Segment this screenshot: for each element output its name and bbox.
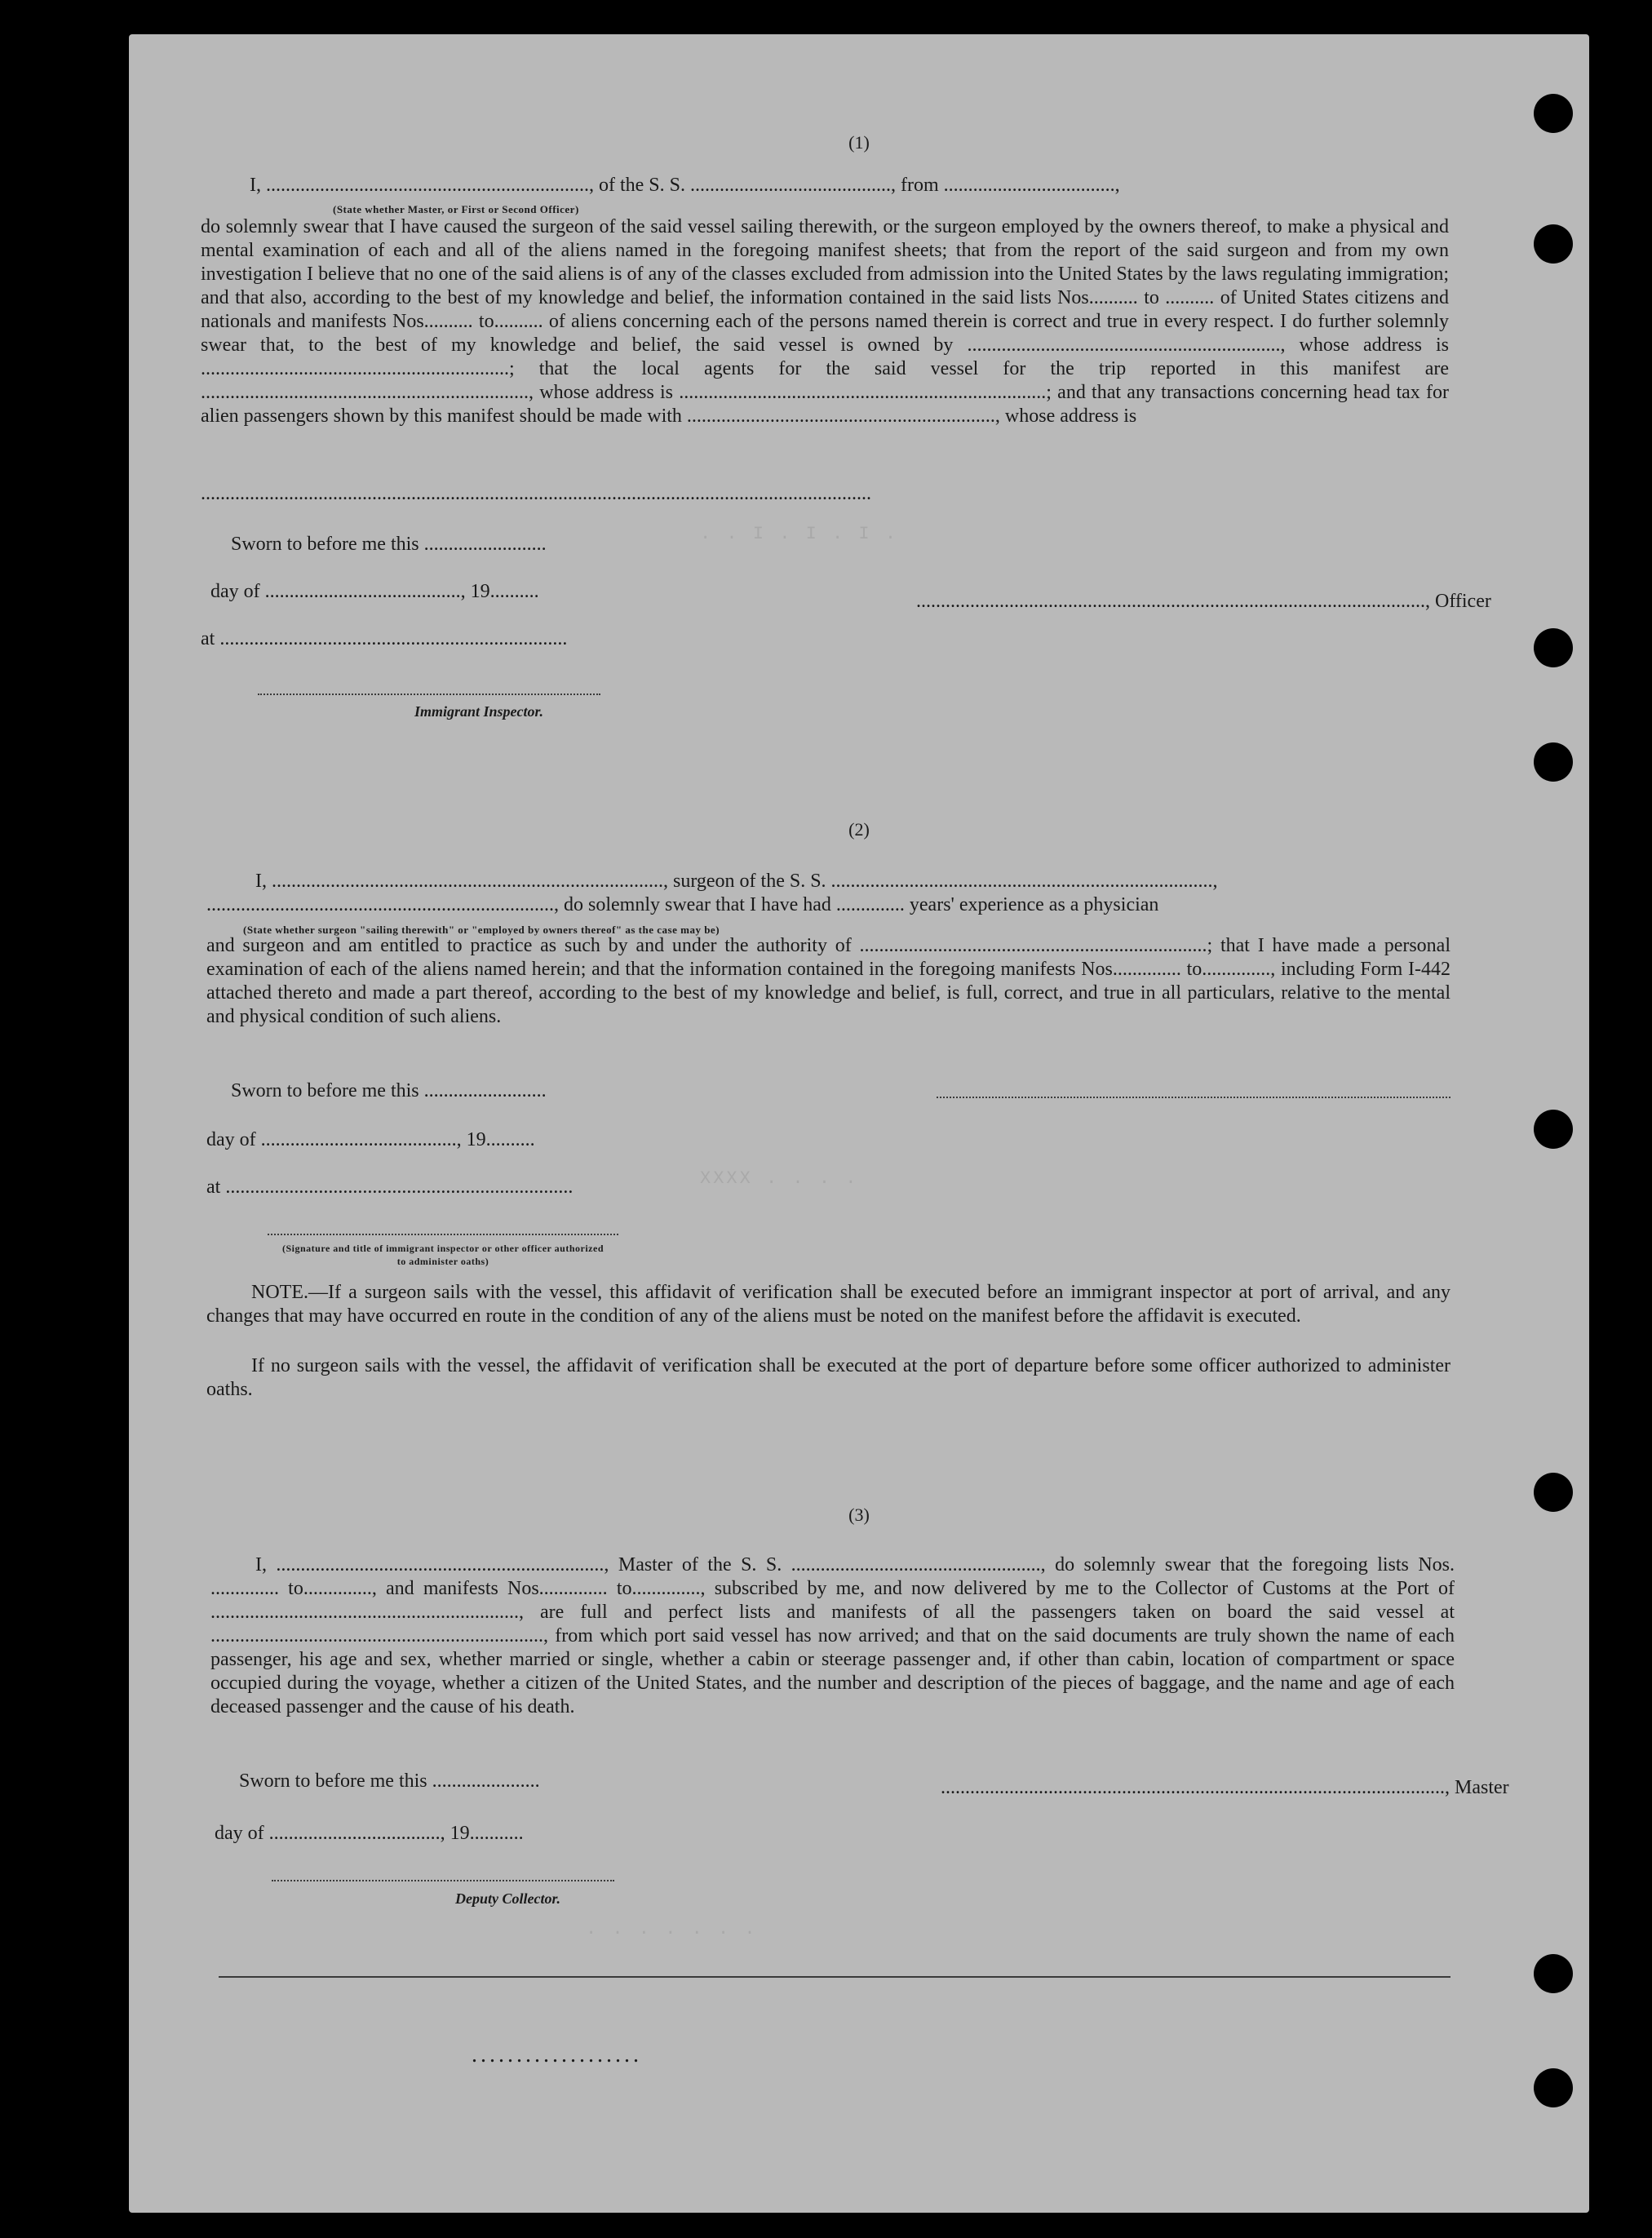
bleed-through-text: . . I . I . I . (700, 524, 899, 544)
bleed-through-text: XXXX . . . . (700, 1168, 859, 1189)
binder-hole (1534, 1473, 1573, 1512)
section-1-number: (1) (848, 132, 870, 153)
binder-hole (1534, 224, 1573, 264)
section-3-oath-paragraph: I, ..................................................................., Master of the S. S. ..................................................., do solemnly swear that the foregoing lists Nos. .............. to.............., and manifests Nos.............. to.............., subscribed by me, and now delivered by me to the Collector of Customs at the Port of ..............................................................., are full and perfect lists and manifests of all the passengers taken on board the said vessel at ...................................................................., from which port said vessel has now arrived; and that on the said documents are truly shown the name of each passenger, his age and sex, whether married or single, whether a cabin or steerage passenger and, if other than cabin, location of compartment or space occupied during the voyage, whether a citizen of the United States, and the number and description of the pieces of baggage, and the name and age of each deceased passenger and the cause of his death. (210, 1554, 1455, 1717)
section-1-officer-subcaption: (State whether Master, or First or Second Officer) (333, 203, 579, 215)
section-2-state-subcaption: (State whether surgeon "sailing therewith" or "employed by owners thereof" as the case may be) (243, 924, 720, 936)
section-1-officer-signature-line: ........................................................................................................, Officer (916, 591, 1491, 612)
section-3-sworn-line: Sworn to before me this ...................... (239, 1770, 540, 1792)
bottom-dotted-line: ................... (472, 2042, 642, 2067)
binder-hole (1534, 94, 1573, 133)
section-2-surgeon-line: I, ................................................................................, surgeon of the S. S. .............................................................................., (255, 871, 1218, 892)
section-2-signature-rule (937, 1097, 1450, 1098)
page-bottom-rule (219, 1976, 1450, 1978)
binder-hole (1534, 1110, 1573, 1149)
bleed-through-text: . . . . . . . (586, 1919, 758, 1939)
document-page (129, 34, 1589, 2213)
section-1-sworn-line: Sworn to before me this ......................... (231, 534, 547, 555)
section-2-note-2: If no surgeon sails with the vessel, the affidavit of verification shall be executed at the port of departure before some officer authorized to administer oaths. (206, 1355, 1450, 1400)
section-1-day-line: day of ........................................, 19.......... (210, 581, 539, 602)
section-2-note-1: NOTE.—If a surgeon sails with the vessel, this affidavit of verification shall be executed before an immigrant inspector at port of arrival, and any changes that may have occurred en route in the condition of any of the aliens must be noted on the manifest before the affidavit is executed. (206, 1282, 1450, 1327)
section-2-day-line: day of ........................................, 19.......... (206, 1129, 535, 1150)
section-3-collector-label: Deputy Collector. (455, 1890, 560, 1907)
section-2-state-line: ......................................................................., do solemnly swear that I have had .............. years' experience as a physician (206, 894, 1159, 915)
binder-hole (1534, 2068, 1573, 2107)
section-3-number: (3) (848, 1505, 870, 1525)
section-1-inspector-signature-rule (258, 694, 600, 695)
section-2-number: (2) (848, 819, 870, 840)
section-2-oath-paragraph: and surgeon and am entitled to practice as such by and under the authority of .......................................................................; that I have made a personal examination of each of the aliens named herein; and that the information contained in the foregoing manifests Nos.............. to.............., including Form I-442 attached thereto and made a part thereof, according to the best of my knowledge and belief, is full, correct, and true in all particulars, relative to the mental and physical condition of such aliens. (206, 935, 1450, 1027)
section-1-oath-paragraph: do solemnly swear that I have caused the surgeon of the said vessel sailing therewith, or the surgeon employed by the owners thereof, to make a physical and mental examination of each and all of the aliens named in the foregoing manifest sheets; that from the report of the said surgeon and from my own investigation I believe that no one of the said aliens is of any of the classes excluded from admission into the United States by the laws regulating immigration; and that also, according to the best of my knowledge and belief, the information contained in the said lists Nos.......... to .......... of United States citizens and nationals and manifests Nos.......... to.......... of aliens concerning each of the persons named therein is correct and true in every respect. I do further solemnly swear that, to the best of my knowledge and belief, the said vessel is owned by ................................................................, whose address is ...............................................................; that the local agents for the said vessel for the trip reported in this manifest are ..................................................................., whose address is ...........................................................................; and that any transactions concerning head tax for alien passengers shown by this manifest should be made with ..............................................................., whose address is (201, 216, 1449, 427)
section-2-at-line: at ....................................................................... (206, 1177, 574, 1198)
binder-hole (1534, 742, 1573, 782)
section-2-inspector-signature-rule (268, 1234, 618, 1235)
section-3-day-line: day of ..................................., 19........... (215, 1823, 524, 1844)
section-1-inspector-label: Immigrant Inspector. (414, 703, 544, 720)
section-2-inspector-label: (Signature and title of immigrant inspector or other officer authorized to administer oaths) (281, 1243, 604, 1267)
binder-hole (1534, 628, 1573, 667)
section-3-master-signature-line: ......................................................................................................., Master (941, 1777, 1509, 1798)
section-1-address-dots: ......................................................................................................................................... (201, 483, 871, 504)
section-2-sworn-line: Sworn to before me this ......................... (231, 1080, 547, 1101)
section-1-officer-line: I, .................................................................., of the S. S. ........................................., from ..................................., (250, 175, 1120, 196)
section-3-collector-signature-rule (272, 1880, 614, 1881)
section-1-at-line: at ....................................................................... (201, 628, 568, 649)
binder-hole (1534, 1954, 1573, 1993)
